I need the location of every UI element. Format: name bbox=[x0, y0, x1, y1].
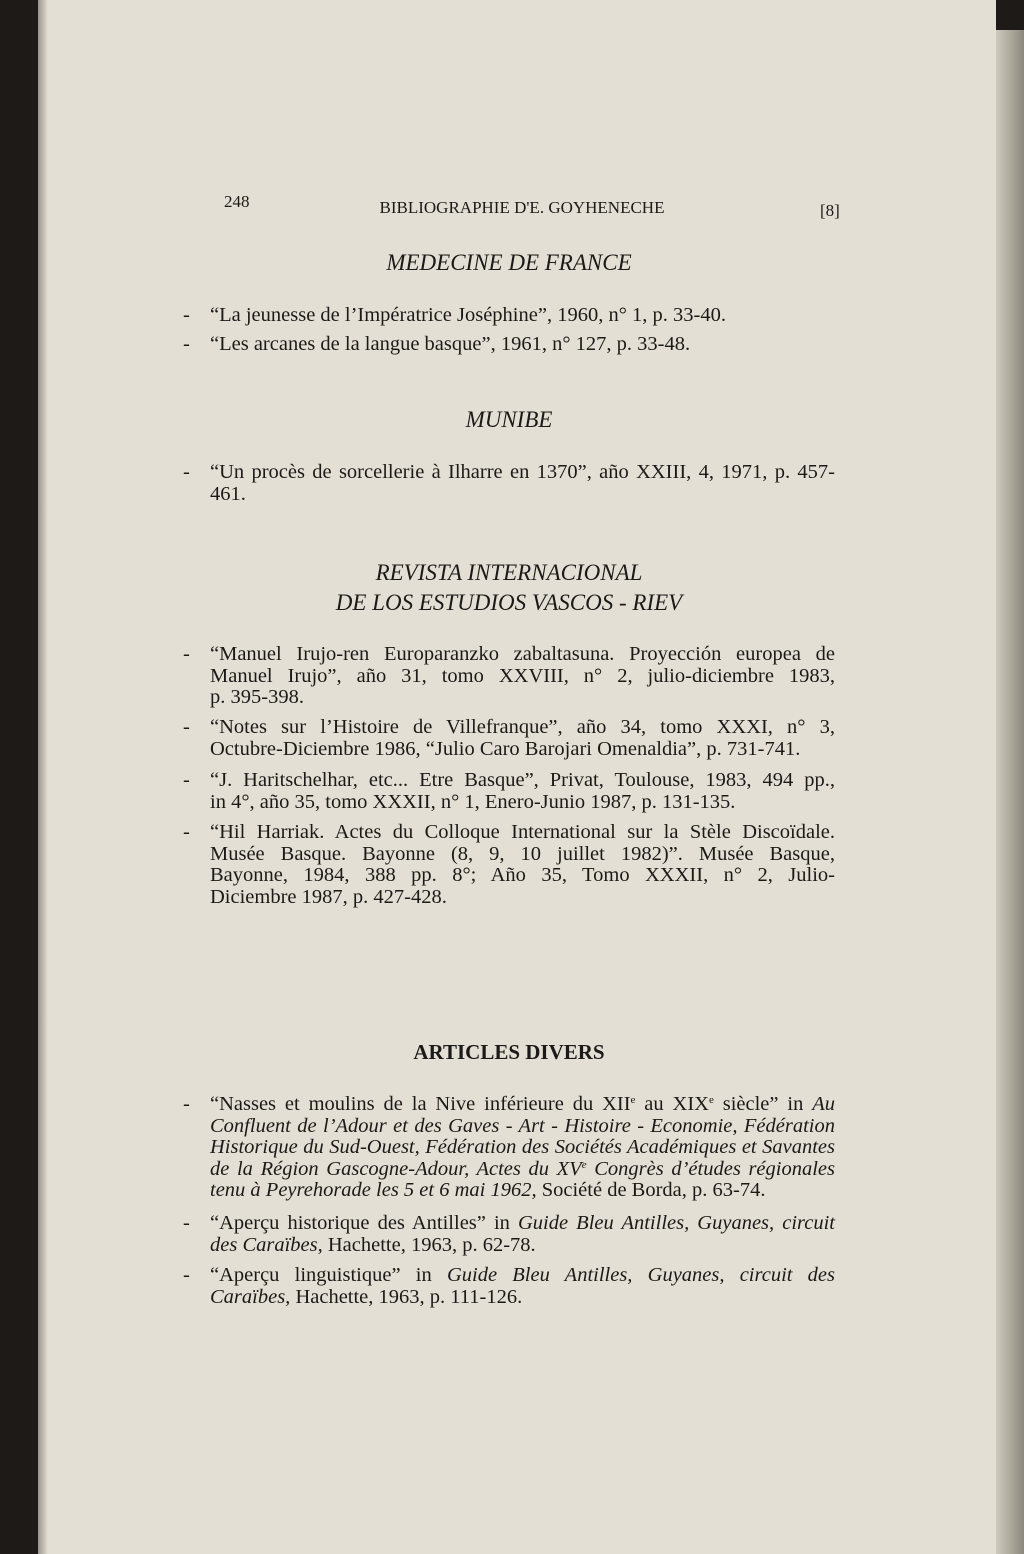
text: Hachette, 1963, p. 62-78. bbox=[322, 1233, 536, 1256]
entry-line bbox=[210, 1094, 835, 1116]
entry-line bbox=[210, 844, 835, 866]
text: Société de Borda, p. 63-74. bbox=[536, 1179, 766, 1201]
superscript: e bbox=[708, 1094, 714, 1106]
italic-text: Historique du Sud-Ouest, Fédération des Sociétés Académiques et Savantes bbox=[210, 1136, 835, 1158]
list-dash: - bbox=[183, 821, 190, 843]
entry-line bbox=[210, 792, 835, 814]
entry-line bbox=[210, 666, 835, 688]
bibliography-entry bbox=[183, 822, 835, 908]
entry-line bbox=[210, 822, 835, 844]
text: in 4°, año 35, tomo XXXII, n° 1, Enero-Junio 1987, p. 131-135. bbox=[210, 790, 736, 813]
text: “Aperçu historique des Antilles” in bbox=[210, 1212, 518, 1234]
text: “Nasses et moulins de la Nive inférieure du XII bbox=[210, 1093, 631, 1115]
italic-text: Congrès d’études régionales bbox=[586, 1157, 835, 1180]
entry-line bbox=[210, 687, 835, 709]
italic-text: Au bbox=[812, 1093, 835, 1115]
bibliography-entry bbox=[183, 717, 835, 760]
entry-line bbox=[210, 1287, 835, 1309]
text: “Hil Harriak. Actes du Colloque International sur la Stèle Discoïdale. bbox=[210, 821, 835, 843]
list-dash: - bbox=[183, 716, 190, 738]
page-number: 248 bbox=[224, 192, 250, 211]
entry-line bbox=[210, 865, 835, 887]
entry-line bbox=[210, 770, 835, 792]
list-dash: - bbox=[183, 333, 190, 355]
section-title: DE LOS ESTUDIOS VASCOS - RIEV bbox=[335, 590, 683, 615]
text: siècle” in bbox=[713, 1093, 813, 1115]
entry-line bbox=[210, 484, 835, 506]
entry-line bbox=[210, 1235, 835, 1257]
entry-line bbox=[210, 305, 835, 327]
text: “J. Haritschelhar, etc... Etre Basque”, Privat, Toulouse, 1983, 494 pp., bbox=[210, 769, 835, 791]
text: p. 395-398. bbox=[210, 686, 304, 708]
entry-line bbox=[210, 1265, 835, 1287]
italic-text: Confluent de l’Adour et des Gaves - Art - Histoire - Economie, Fédération bbox=[210, 1114, 835, 1137]
section-title: REVISTA INTERNACIONAL bbox=[375, 560, 643, 585]
section-title: MUNIBE bbox=[465, 407, 553, 432]
text: “Un procès de sorcellerie à Ilharre en 1370”, año XXIII, 4, 1971, p. 457- bbox=[210, 461, 835, 483]
bibliography-entry bbox=[183, 1265, 835, 1308]
bibliography-entry bbox=[183, 644, 835, 709]
list-dash: - bbox=[183, 304, 190, 326]
text: Hachette, 1963, p. 111-126. bbox=[290, 1285, 523, 1308]
entry-line bbox=[210, 1137, 835, 1159]
superscript: e bbox=[581, 1158, 587, 1171]
list-dash: - bbox=[183, 643, 190, 665]
section-title: ARTICLES DIVERS bbox=[413, 1040, 605, 1064]
list-dash: - bbox=[183, 1093, 190, 1115]
entry-line bbox=[210, 887, 835, 909]
bibliography-entry bbox=[183, 462, 835, 505]
text: “Les arcanes de la langue basque”, 1961, n° 127, p. 33-48. bbox=[210, 333, 691, 355]
italic-text: tenu à Peyrehorade les 5 et 6 mai 1962, bbox=[210, 1179, 537, 1201]
bibliography-entry bbox=[183, 305, 835, 327]
entry-line bbox=[210, 644, 835, 666]
italic-text: de la Région Gascogne-Adour, Actes du XV bbox=[210, 1157, 582, 1180]
section-title: MEDECINE DE FRANCE bbox=[386, 250, 632, 275]
bibliography-entry bbox=[183, 1094, 835, 1202]
list-dash: - bbox=[183, 461, 190, 483]
entry-line bbox=[210, 462, 835, 484]
text: Manuel Irujo”, año 31, tomo XXVIII, n° 2, julio-diciembre 1983, bbox=[210, 664, 835, 687]
text: “Aperçu linguistique” in bbox=[210, 1264, 447, 1286]
facing-page-edge bbox=[996, 30, 1024, 1554]
entry-line bbox=[210, 1159, 835, 1181]
gutter-shadow bbox=[38, 0, 48, 1554]
bibliography-entry bbox=[183, 1213, 835, 1256]
italic-text: Guide Bleu Antilles, Guyanes, circuit des bbox=[446, 1264, 836, 1286]
list-dash: - bbox=[183, 769, 190, 791]
entry-line bbox=[210, 1180, 835, 1202]
list-dash: - bbox=[183, 1264, 190, 1286]
entry-line bbox=[210, 717, 835, 739]
text: au XIX bbox=[635, 1093, 709, 1115]
section-number: [8] bbox=[820, 201, 840, 220]
entry-line bbox=[210, 739, 835, 761]
text: Bayonne, 1984, 388 pp. 8°; Año 35, Tomo XXXII, n° 2, Julio- bbox=[210, 864, 835, 886]
bibliography-entry bbox=[183, 770, 835, 813]
italic-text: Caraïbes, bbox=[210, 1285, 291, 1308]
text: 461. bbox=[210, 482, 246, 505]
entry-line bbox=[210, 1116, 835, 1138]
text: Diciembre 1987, p. 427-428. bbox=[210, 885, 447, 908]
italic-text: des Caraïbes, bbox=[210, 1233, 323, 1256]
entry-line bbox=[210, 1213, 835, 1235]
list-dash: - bbox=[183, 1212, 190, 1234]
text: Octubre-Diciembre 1986, “Julio Caro Barojari Omenaldia”, p. 731-741. bbox=[210, 737, 801, 760]
text: Musée Basque. Bayonne (8, 9, 10 juillet 1982)”. Musée Basque, bbox=[210, 842, 835, 865]
text: “Notes sur l’Histoire de Villefranque”, año 34, tomo XXXI, n° 3, bbox=[210, 716, 835, 738]
entry-line bbox=[210, 334, 835, 356]
text: “Manuel Irujo-ren Europaranzko zabaltasuna. Proyección europea de bbox=[210, 643, 835, 665]
italic-text: Guide Bleu Antilles, Guyanes, circuit bbox=[518, 1212, 835, 1234]
running-title: BIBLIOGRAPHIE D'E. GOYHENECHE bbox=[379, 198, 665, 217]
bibliography-entry bbox=[183, 334, 835, 356]
text: “La jeunesse de l’Impératrice Joséphine”, 1960, n° 1, p. 33-40. bbox=[210, 304, 726, 326]
superscript: e bbox=[630, 1094, 636, 1106]
